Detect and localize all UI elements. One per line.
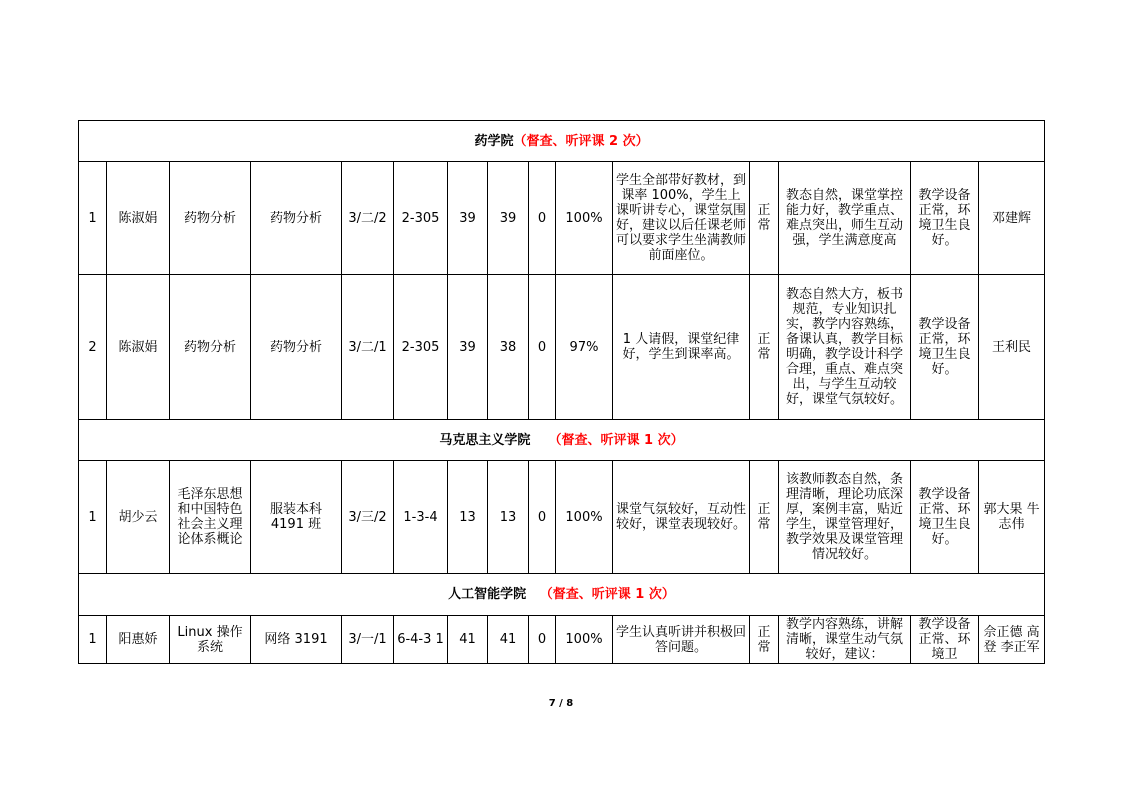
inspector: 王利民 xyxy=(979,275,1045,420)
class-order: 正常 xyxy=(750,162,779,275)
class-name: 服装本科 4191 班 xyxy=(251,461,342,574)
class-order: 正常 xyxy=(750,461,779,574)
row-number: 2 xyxy=(79,275,107,420)
class-name: 药物分析 xyxy=(251,162,342,275)
section-header xyxy=(79,574,1045,616)
classroom: 2-305 xyxy=(394,275,448,420)
class-name: 药物分析 xyxy=(251,275,342,420)
student-evaluation: 学生全部带好教材，到课率 100%，学生上课听讲专心，课堂氛围好，建议以后任课老师可以要求学生坐满教师前面座位。 xyxy=(613,162,750,275)
attendance-rate: 100% xyxy=(556,461,613,574)
facility-status: 教学设备正常，环境卫生良好。 xyxy=(911,162,979,275)
section-note: （督查、听评课 2 次） xyxy=(513,133,649,149)
present-count: 39 xyxy=(488,162,529,275)
section-header xyxy=(79,420,1045,461)
absent-count: 0 xyxy=(529,616,556,664)
enrolled-count: 41 xyxy=(448,616,488,664)
classroom: 6-4-3 1 xyxy=(394,616,448,664)
class-time: 3/二/2 xyxy=(342,162,394,275)
inspector: 佘正德 高登 李正军 xyxy=(979,616,1045,664)
row-number: 1 xyxy=(79,461,107,574)
section-title: 人工智能学院 xyxy=(448,587,527,602)
facility-status: 教学设备正常、环境卫 xyxy=(911,616,979,664)
classroom: 2-305 xyxy=(394,162,448,275)
section-title-cell xyxy=(79,420,1045,461)
teacher-name: 陈淑娟 xyxy=(107,162,170,275)
teacher-name: 阳惠娇 xyxy=(107,616,170,664)
table-row xyxy=(79,275,1045,420)
class-time: 3/一/1 xyxy=(342,616,394,664)
course-name: 毛泽东思想和中国特色社会主义理论体系概论 xyxy=(170,461,251,574)
section-title: 马克思主义学院 xyxy=(439,432,531,448)
inspector: 郭大果 牛志伟 xyxy=(979,461,1045,574)
table-row xyxy=(79,616,1045,664)
class-order: 正常 xyxy=(750,616,779,664)
section-title-cell xyxy=(79,574,1045,616)
page-number: 7 / 8 xyxy=(548,698,574,709)
section-title-cell xyxy=(79,121,1045,162)
present-count: 41 xyxy=(488,616,529,664)
table-row xyxy=(79,162,1045,275)
absent-count: 0 xyxy=(529,275,556,420)
row-number: 1 xyxy=(79,616,107,664)
attendance-rate: 100% xyxy=(556,162,613,275)
teacher-name: 胡少云 xyxy=(107,461,170,574)
section-note: （督查、听评课 1 次） xyxy=(539,587,675,602)
table-row xyxy=(79,461,1045,574)
class-order: 正常 xyxy=(750,275,779,420)
class-name: 网络 3191 xyxy=(251,616,342,664)
section-header xyxy=(79,121,1045,162)
student-evaluation: 1 人请假，课堂纪律好，学生到课率高。 xyxy=(613,275,750,420)
teacher-evaluation: 教学内容熟练，讲解清晰，课堂生动气氛较好，建议： xyxy=(779,616,911,664)
inspection-table xyxy=(78,120,1045,664)
teacher-evaluation: 教态自然大方，板书规范，专业知识扎实，教学内容熟练，备课认真，教学目标明确，教学设计科学合理，重点、难点突出，与学生互动较好，课堂气氛较好。 xyxy=(779,275,911,420)
absent-count: 0 xyxy=(529,461,556,574)
facility-status: 教学设备正常、环境卫生良好。 xyxy=(911,461,979,574)
attendance-rate: 97% xyxy=(556,275,613,420)
inspector: 邓建辉 xyxy=(979,162,1045,275)
section-note: （督查、听评课 1 次） xyxy=(548,432,684,448)
teacher-evaluation: 该教师教态自然，条理清晰，理论功底深厚，案例丰富，贴近学生，课堂管理好，教学效果及课堂管理情况较好。 xyxy=(779,461,911,574)
enrolled-count: 13 xyxy=(448,461,488,574)
teacher-evaluation: 教态自然，课堂掌控能力好，教学重点、难点突出，师生互动强，学生满意度高 xyxy=(779,162,911,275)
course-name: 药物分析 xyxy=(170,275,251,420)
teacher-name: 陈淑娟 xyxy=(107,275,170,420)
classroom: 1-3-4 xyxy=(394,461,448,574)
course-name: 药物分析 xyxy=(170,162,251,275)
row-number: 1 xyxy=(79,162,107,275)
class-time: 3/二/1 xyxy=(342,275,394,420)
course-name: Linux 操作系统 xyxy=(170,616,251,664)
present-count: 13 xyxy=(488,461,529,574)
attendance-rate: 100% xyxy=(556,616,613,664)
enrolled-count: 39 xyxy=(448,275,488,420)
facility-status: 教学设备正常，环境卫生良好。 xyxy=(911,275,979,420)
student-evaluation: 课堂气氛较好，互动性较好，课堂表现较好。 xyxy=(613,461,750,574)
absent-count: 0 xyxy=(529,162,556,275)
student-evaluation: 学生认真听讲并积极回答问题。 xyxy=(613,616,750,664)
section-title: 药学院 xyxy=(474,133,514,149)
present-count: 38 xyxy=(488,275,529,420)
enrolled-count: 39 xyxy=(448,162,488,275)
class-time: 3/三/2 xyxy=(342,461,394,574)
